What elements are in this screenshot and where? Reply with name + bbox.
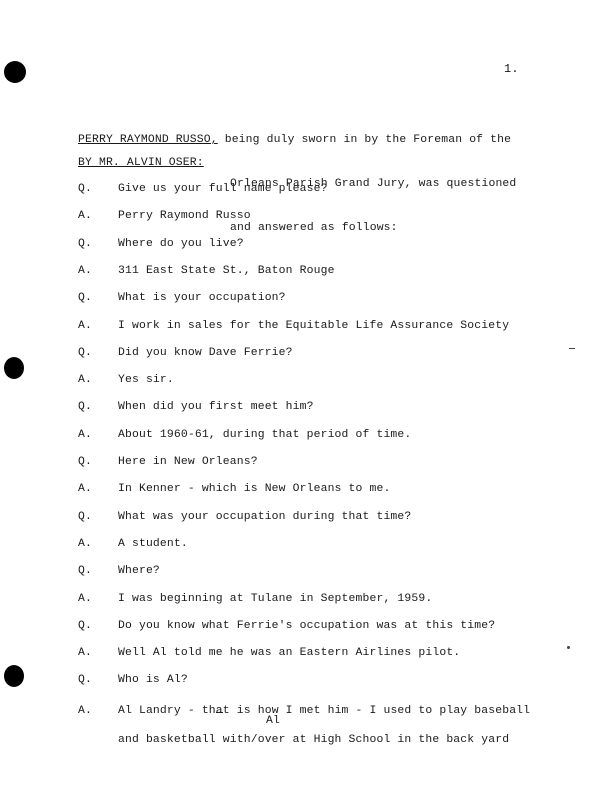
stray-mark [569, 348, 575, 349]
speaker-label: Q. [78, 510, 92, 523]
question-text: Here in New Orleans? [118, 456, 258, 468]
speaker-label: A. [78, 483, 92, 496]
answer-text: Well Al told me he was an Eastern Airlines pilot. [118, 647, 461, 660]
question-text: Where? [118, 565, 160, 578]
answer-text: A student. [118, 537, 188, 550]
speaker-label: Q. [78, 292, 92, 305]
question-text: When did you first meet him? [118, 401, 314, 414]
speaker-label: A. [78, 319, 92, 332]
speaker-label: Q. [78, 401, 92, 414]
answer-text-part: Al Landry - th [118, 705, 216, 717]
speaker-label: A. [78, 374, 92, 387]
question-text: Give us your full name please? [118, 183, 328, 195]
answer-text [118, 705, 530, 717]
answer-text: Yes sir. [118, 374, 174, 387]
punch-hole-bottom [4, 665, 24, 687]
speaker-label: A. [78, 647, 92, 660]
speaker-label: A. [78, 264, 92, 277]
stray-mark [567, 646, 570, 649]
answer-text: Perry Raymond Russo [118, 210, 251, 223]
answer-text: In Kenner - which is New Orleans to me. [118, 483, 391, 496]
intro-line-1: being duly sworn in by the Foreman of the [217, 134, 512, 147]
struck-letter: a [215, 705, 223, 717]
speaker-label: Q. [78, 456, 92, 468]
intro-line-3: and answered as follows: [230, 221, 398, 234]
question-text: What is your occupation? [118, 292, 286, 305]
speaker-label: Q. [78, 237, 92, 250]
question-text: Did you know Dave Ferrie? [118, 346, 293, 359]
speaker-label: A. [78, 592, 92, 605]
page-number: 1. [504, 62, 519, 76]
punch-hole-middle [4, 357, 24, 379]
speaker-label: A. [78, 537, 92, 550]
question-text: What was your occupation during that time? [118, 510, 412, 523]
answer-text: I work in sales for the Equitable Life Assurance Society [118, 319, 510, 332]
speaker-label: Q. [78, 674, 92, 687]
speaker-label: Q. [78, 619, 92, 632]
question-text: Do you know what Ferrie's occupation was at this time? [118, 619, 496, 632]
answer-text: I was beginning at Tulane in September, 1959. [118, 592, 433, 605]
answer-text: About 1960-61, during that period of time. [118, 428, 412, 441]
question-text: Who is Al? [118, 674, 188, 687]
question-text: Where do you live? [118, 237, 244, 250]
speaker-label: A. [78, 210, 92, 223]
answer-text-part: t is how I met him - I used to play baseball [222, 705, 531, 717]
answer-text: 311 East State St., Baton Rouge [118, 264, 335, 277]
speaker-label: Q. [78, 565, 92, 578]
speaker-label: Q. [78, 183, 92, 195]
punch-hole-top [4, 61, 26, 83]
answer-continuation: and basketball with/over at High School in the back yard [118, 734, 510, 746]
speaker-label: A. [78, 428, 92, 441]
examiner-byline: BY MR. ALVIN OSER: [78, 157, 204, 169]
intro-line-2: Orleans Parish Grand Jury, was questioned [230, 177, 517, 190]
speaker-label: Q. [78, 346, 92, 359]
handwritten-insert: Al [266, 715, 280, 727]
witness-name: PERRY RAYMOND RUSSO, [78, 134, 218, 147]
speaker-label: A. [78, 705, 92, 717]
